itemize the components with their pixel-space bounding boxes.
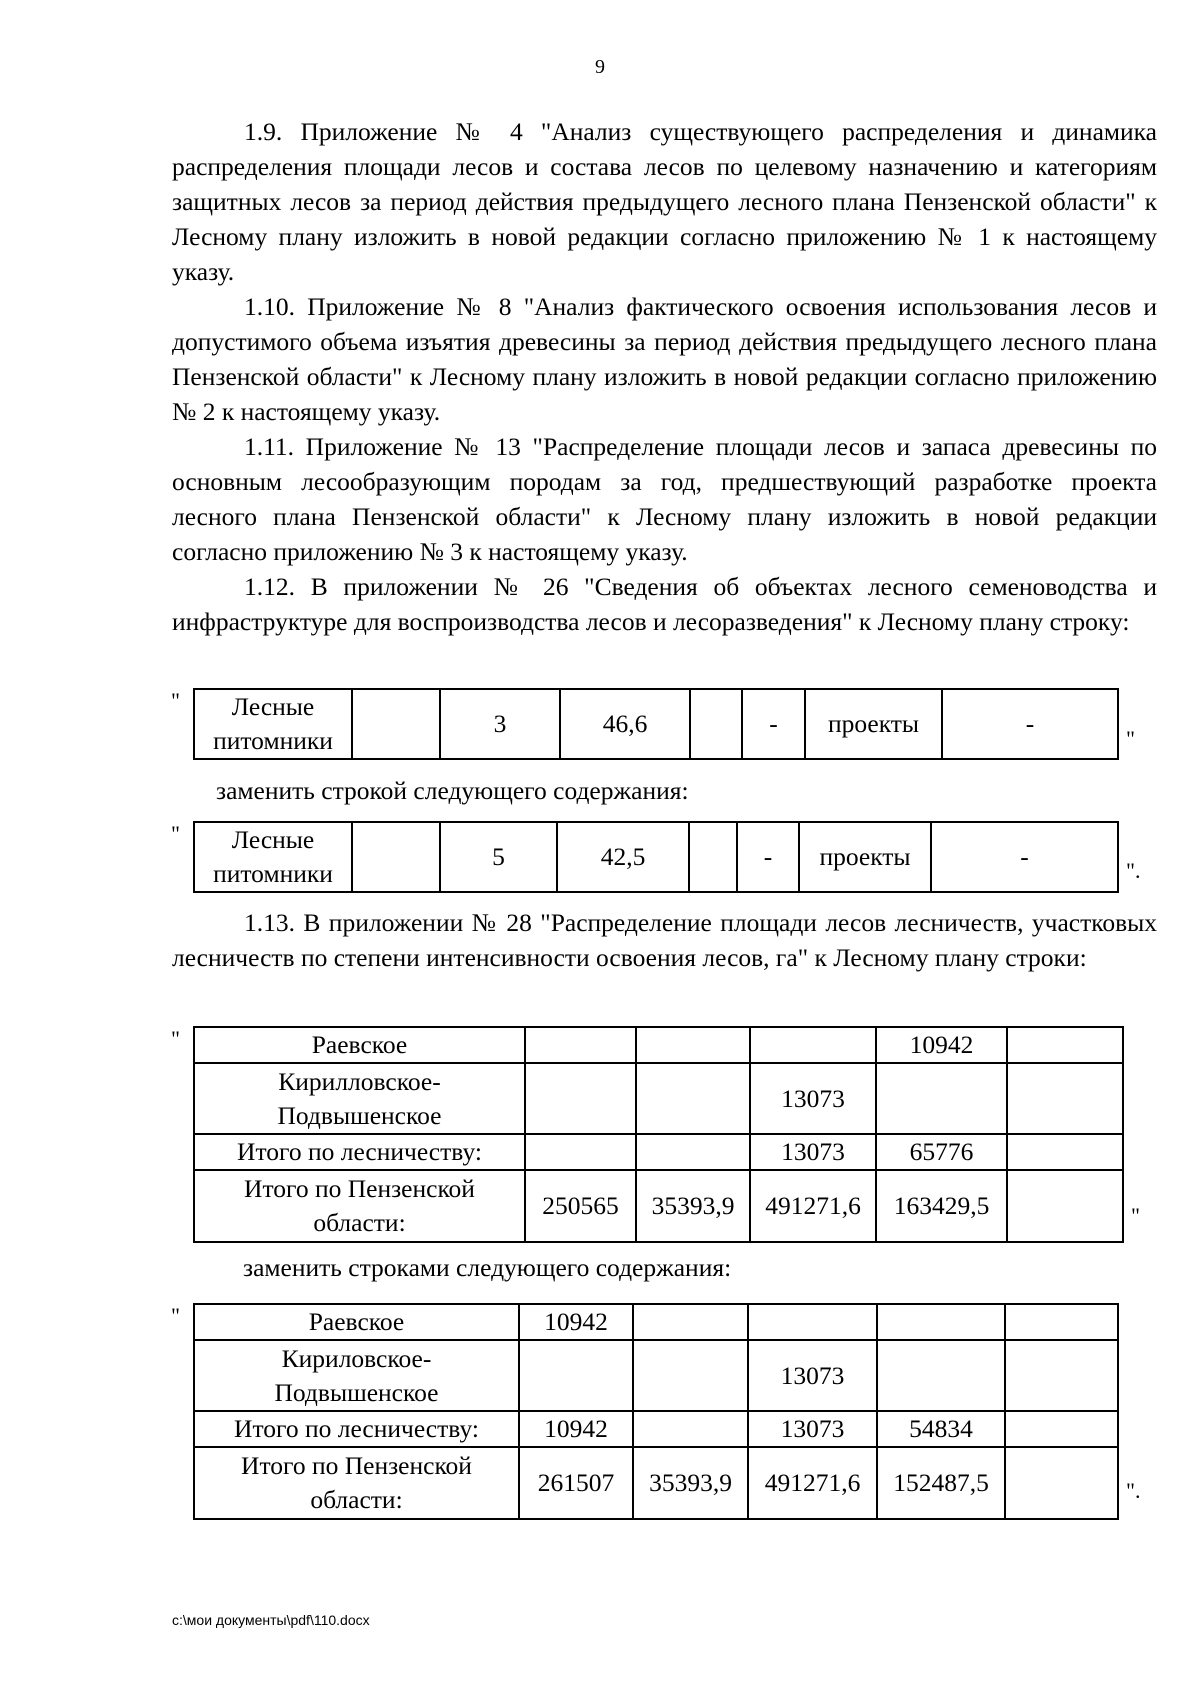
table-cell: 13073	[750, 1134, 876, 1170]
table-cell: 65776	[876, 1134, 1007, 1170]
table-cell: 10942	[519, 1411, 633, 1447]
table-row	[194, 822, 1118, 892]
table-cell	[748, 1304, 877, 1340]
opening-quote: "	[171, 821, 180, 846]
row-name-cell: Итого по лесничеству:	[194, 1411, 519, 1447]
table-old-forestry-rows	[193, 1026, 1124, 1243]
table-cell	[636, 1027, 750, 1063]
table-cell	[1007, 1027, 1123, 1063]
table-cell	[352, 689, 440, 759]
table-cell: 46,6	[560, 689, 690, 759]
table-cell	[525, 1134, 636, 1170]
row-name-cell: Кириловское-Подвышенское	[194, 1340, 519, 1411]
table-cell: 163429,5	[876, 1170, 1007, 1242]
table-cell: -	[942, 689, 1118, 759]
row-name-cell: Итого по Пензенской области:	[194, 1170, 525, 1242]
row-name-cell: Кирилловское-Подвышенское	[194, 1063, 525, 1134]
table-cell: 13073	[750, 1063, 876, 1134]
table-row	[194, 1170, 1123, 1242]
row-name-cell: Лесные питомники	[194, 822, 352, 892]
table-cell	[1005, 1304, 1118, 1340]
file-path-footer: c:\мои документы\pdf\110.docx	[172, 1612, 370, 1628]
table-cell	[877, 1340, 1005, 1411]
table-row	[194, 1063, 1123, 1134]
table-cell: 13073	[748, 1340, 877, 1411]
table-row	[194, 1134, 1123, 1170]
table-row	[194, 1027, 1123, 1063]
table-cell	[1005, 1447, 1118, 1519]
table-cell: 35393,9	[633, 1447, 748, 1519]
table-cell	[690, 689, 742, 759]
closing-quote: "	[1131, 1203, 1140, 1228]
table-cell	[877, 1304, 1005, 1340]
table-cell: 491271,6	[748, 1447, 877, 1519]
opening-quote: "	[171, 688, 180, 713]
table-cell	[519, 1340, 633, 1411]
opening-quote: "	[171, 1026, 180, 1051]
table-old-nursery-row	[193, 688, 1119, 760]
table-cell	[633, 1340, 748, 1411]
table-cell	[1007, 1063, 1123, 1134]
paragraph-1-12: 1.12. В приложении № 26 "Сведения об объектах лесного семеноводства и инфраструктуре для воспроизводства лесов и лесоразведения" к Лесному плану строку:	[172, 572, 1157, 636]
table-cell: 3	[440, 689, 560, 759]
closing-quote: "	[1126, 726, 1135, 751]
row-name-cell: Раевское	[194, 1304, 519, 1340]
table-row	[194, 1447, 1118, 1519]
table-cell	[1007, 1170, 1123, 1242]
table-cell: 10942	[519, 1304, 633, 1340]
table-row	[194, 1340, 1118, 1411]
table-cell: 35393,9	[636, 1170, 750, 1242]
table-cell: 54834	[877, 1411, 1005, 1447]
table-cell	[633, 1411, 748, 1447]
table-cell: 491271,6	[750, 1170, 876, 1242]
closing-quote: ".	[1126, 858, 1141, 883]
table-new-forestry-rows	[193, 1303, 1119, 1520]
table-cell: 5	[440, 822, 557, 892]
row-name-cell: Итого по Пензенской области:	[194, 1447, 519, 1519]
table-cell: -	[931, 822, 1118, 892]
table-cell	[633, 1304, 748, 1340]
table-cell: 261507	[519, 1447, 633, 1519]
table-row	[194, 689, 1118, 759]
paragraph-1-9: 1.9. Приложение № 4 "Анализ существующего распределения и динамика распределения площади лесов и состава лесов по целевому назначению и категориям защитных лесов за период действия предыдущего лесного плана Пензенской области" к Лесному плану изложить в новой редакции согласно приложению № 1 к настоящему указу.	[172, 117, 1157, 286]
replace-row-text: заменить строкой следующего содержания:	[216, 776, 689, 805]
table-cell	[1007, 1134, 1123, 1170]
table-row	[194, 1304, 1118, 1340]
row-name-cell: Раевское	[194, 1027, 525, 1063]
table-cell: проекты	[805, 689, 942, 759]
table-cell	[1005, 1340, 1118, 1411]
opening-quote: "	[171, 1303, 180, 1328]
page-number: 9	[595, 56, 605, 78]
paragraph-1-10: 1.10. Приложение № 8 "Анализ фактического освоения использования лесов и допустимого объема изъятия древесины за период действия предыдущего лесного плана Пензенской области" к Лесному плану изложить в новой редакции согласно приложению № 2 к настоящему указу.	[172, 292, 1157, 426]
paragraph-1-13: 1.13. В приложении № 28 "Распределение площади лесов лесничеств, участковых лесничеств по степени интенсивности освоения лесов, га" к Лесному плану строки:	[172, 908, 1157, 972]
table-cell: 10942	[876, 1027, 1007, 1063]
table-cell	[352, 822, 440, 892]
table-cell: -	[737, 822, 799, 892]
table-cell	[636, 1063, 750, 1134]
table-cell: 250565	[525, 1170, 636, 1242]
table-cell	[636, 1134, 750, 1170]
table-cell	[1005, 1411, 1118, 1447]
table-row	[194, 1411, 1118, 1447]
table-cell: 152487,5	[877, 1447, 1005, 1519]
replace-rows-text: заменить строками следующего содержания:	[243, 1253, 732, 1282]
table-new-nursery-row	[193, 821, 1119, 893]
table-cell	[525, 1027, 636, 1063]
table-cell: -	[742, 689, 805, 759]
table-cell	[750, 1027, 876, 1063]
table-cell	[876, 1063, 1007, 1134]
closing-quote: ".	[1126, 1478, 1141, 1503]
paragraph-1-11: 1.11. Приложение № 13 "Распределение площади лесов и запаса древесины по основным лесообразующим породам за год, предшествующий разработке проекта лесного плана Пензенской области" к Лесному плану изложить в новой редакции согласно приложению № 3 к настоящему указу.	[172, 432, 1157, 566]
table-cell	[689, 822, 737, 892]
row-name-cell: Лесные питомники	[194, 689, 352, 759]
table-cell: проекты	[799, 822, 931, 892]
table-cell: 13073	[748, 1411, 877, 1447]
table-cell	[525, 1063, 636, 1134]
table-cell: 42,5	[557, 822, 689, 892]
row-name-cell: Итого по лесничеству:	[194, 1134, 525, 1170]
